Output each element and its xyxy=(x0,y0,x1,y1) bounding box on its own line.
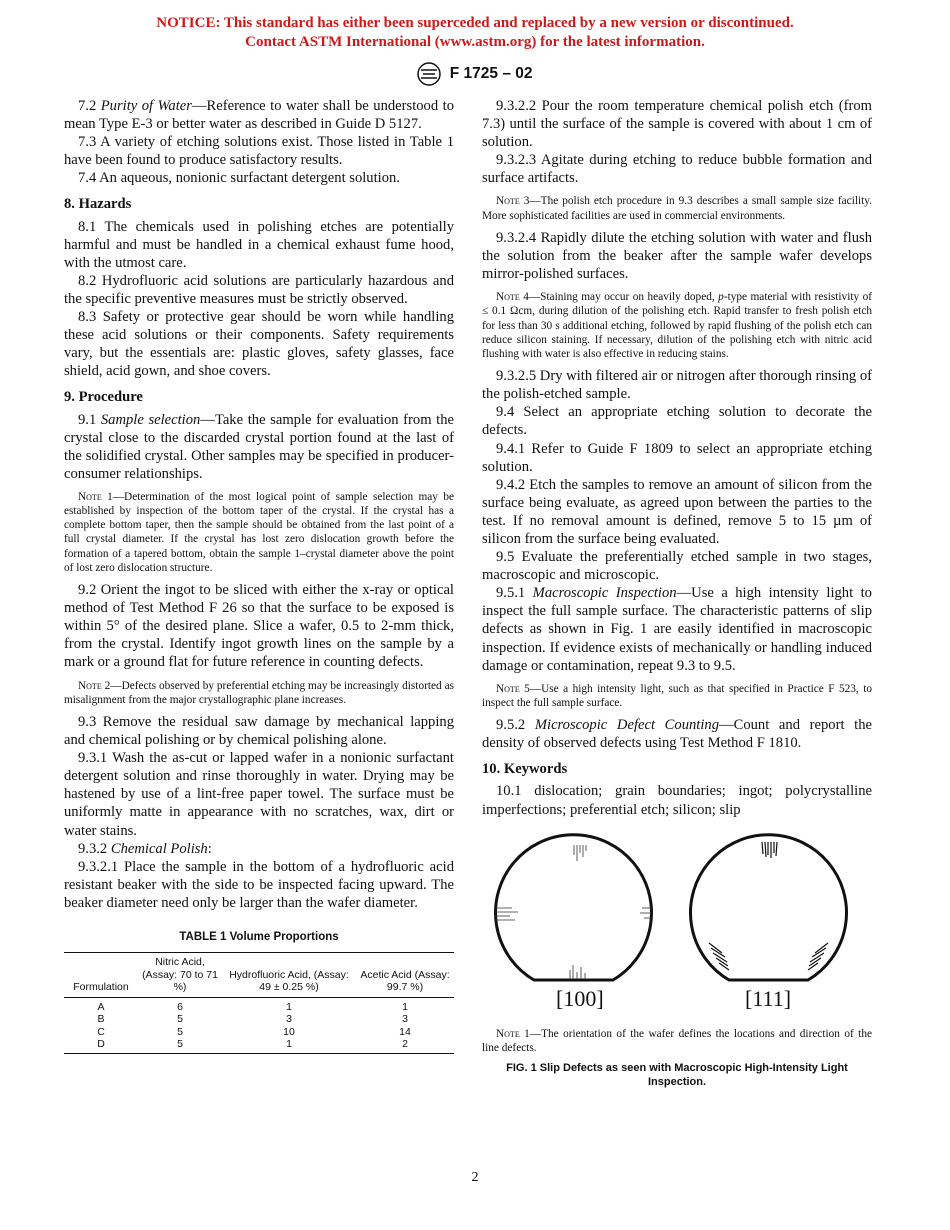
para-9-5-2: 9.5.2 Microscopic Defect Counting—Count and report the density of observed defects using Test Method F 1810. xyxy=(482,717,872,752)
discontinued-notice xyxy=(0,14,950,52)
table-header-row xyxy=(64,953,454,998)
section-heading-procedure: 9. Procedure xyxy=(64,389,143,406)
table-cell: 10 xyxy=(283,1025,295,1038)
wafer-100 xyxy=(495,834,652,979)
note-2: Note 2—Defects observed by preferential etching may be increasingly distorted as misalignment from the major crystallographic plane increases. xyxy=(64,679,454,706)
table-row xyxy=(64,1038,454,1053)
table-cell: 1 xyxy=(286,1038,292,1051)
table-cell: 1 xyxy=(286,1000,292,1013)
para-9-3: 9.3 Remove the residual saw damage by mechanical lapping and chemical polishing or by chemical polishing alone. xyxy=(64,713,454,749)
table-header-cell: Formulation xyxy=(73,981,129,994)
para-9-3-2-2: 9.3.2.2 Pour the room temperature chemical polish etch (from 7.3) until the surface of the sample is covered with about 1 cm of solution. xyxy=(482,98,872,151)
table-row xyxy=(64,997,454,1013)
page-header xyxy=(0,62,950,86)
note-1: Note 1—Determination of the most logical point of sample selection may be established by inspection of the bottom taper of the crystal. If the crystal has a complete bottom taper, then the sample should be obtained from the last point of a full crystal diameter. If the crystal has lost zero dislocation growth before the formation of a tapered bottom, obtain the sample 1–crystal diameter above the point of lost zero dislocation structure. xyxy=(64,490,454,574)
table-cell: C xyxy=(97,1025,105,1038)
para-9-3-2-5: 9.3.2.5 Dry with filtered air or nitrogen after thorough rinsing of the polish-etched sample. xyxy=(482,368,872,403)
para-8-3: 8.3 Safety or protective gear should be worn while handling these acid solutions or their components. Safety requirements vary, but the essentials are: plastic gloves, safety glasses, face shield, acid gown, and shoe covers. xyxy=(64,309,454,380)
table-row xyxy=(64,1013,454,1026)
figure-slip-defects xyxy=(482,833,872,1021)
notice-line-2: Contact ASTM International (www.astm.org) for the latest information. xyxy=(245,34,705,50)
note-5: Note 5—Use a high intensity light, such as that specified in Practice F 523, to inspect the full sample surface. xyxy=(482,682,872,709)
table-cell: B xyxy=(97,1013,105,1026)
label-111: [111] xyxy=(745,985,792,1011)
table-cell: A xyxy=(97,1000,105,1013)
right-column xyxy=(482,97,872,1089)
section-heading-keywords: 10. Keywords xyxy=(482,761,568,778)
table-cell: 2 xyxy=(402,1038,408,1051)
para-9-4-2: 9.4.2 Etch the samples to remove an amount of silicon from the surface being evaluate, as agreed upon between the parties to the test. If no removal amount is defined, remove 5 to 15 µm of silicon from the surface being evaluated. xyxy=(482,476,872,548)
para-9-1: 9.1 Sample selection—Take the sample for evaluation from the crystal close to the discarded crystal portion found at the last of the solidified crystal. Other samples may be specified in producer-consumer relationships. xyxy=(64,411,455,482)
para-9-3-1: 9.3.1 Wash the as-cut or lapped wafer in a nonionic surfactant detergent solution and rinse thoroughly in water. Drying may be hastened by use of a lint-free paper towel. The surface must be uniformly matte in appearance with no scratches, wax, dirt or water stains. xyxy=(64,750,454,839)
left-column xyxy=(64,97,454,1054)
designation: F 1725 – 02 xyxy=(449,65,533,83)
table-cell: D xyxy=(97,1038,105,1051)
label-100: [100] xyxy=(556,985,604,1011)
table-header-cell: Hydrofluoric Acid, (Assay: 49 ± 0.25 %) xyxy=(229,968,349,994)
para-9-4-1: 9.4.1 Refer to Guide F 1809 to select an appropriate etching solution. xyxy=(482,440,872,475)
para-9-3-2-1: 9.3.2.1 Place the sample in the bottom of a hydrofluoric acid resistant beaker with the side to be inspected facing upward. The beaker diameter need only be larger than the wafer diameter. xyxy=(64,858,454,911)
para-9-5-1: 9.5.1 Macroscopic Inspection—Use a high intensity light to inspect the full sample surface. The characteristic patterns of slip defects as shown in Fig. 1 are easily identified in macroscopic inspection. If evidence exists of mechanically or handling induced damage or contamination, repeat 9.3 to 9.5. xyxy=(482,585,872,674)
figure-note: Note 1—The orientation of the wafer defines the locations and direction of the line defects. xyxy=(482,1027,872,1054)
para-9-2: 9.2 Orient the ingot to be sliced with either the x-ray or optical method of Test Method F 26 so that the surface to be exposed is within 5° of the desired plane. Slice a wafer, 0.5 to 2-mm thick, from the crystal. Identify ingot growth lines on the sample by a mark or a ground flat for future reference in counting defects. xyxy=(64,582,454,671)
table-cell: 5 xyxy=(177,1013,183,1026)
para-7-4: 7.4 An aqueous, nonionic surfactant detergent solution. xyxy=(78,170,400,187)
volume-proportions-table xyxy=(64,952,454,1054)
wafer-diagram xyxy=(482,833,872,993)
table-cell: 3 xyxy=(402,1013,408,1026)
section-heading-hazards: 8. Hazards xyxy=(64,196,132,213)
para-9-3-2: 9.3.2 Chemical Polish: xyxy=(78,840,212,857)
table-row xyxy=(64,1026,454,1039)
para-9-4: 9.4 Select an appropriate etching solution to decorate the defects. xyxy=(482,404,872,439)
wafer-111 xyxy=(691,834,847,979)
para-8-1: 8.1 The chemicals used in polishing etches are potentially harmful and must be handled in a chemical exhaust fume hood, with the utmost care. xyxy=(64,218,454,271)
para-8-2: 8.2 Hydrofluoric acid solutions are particularly hazardous and the specific preventive measures must be strictly observed. xyxy=(64,272,454,307)
table-header-cell: Acetic Acid (Assay: 99.7 %) xyxy=(360,968,450,994)
notice-line-1: NOTICE: This standard has either been superceded and replaced by a new version or discontinued. xyxy=(156,15,794,31)
note-3: Note 3—The polish etch procedure in 9.3 describes a small sample size facility. More sophisticated facilities are used in commercial environments. xyxy=(482,195,872,222)
table-cell: 5 xyxy=(177,1025,183,1038)
table-cell: 1 xyxy=(402,1000,408,1013)
table-caption: TABLE 1 Volume Proportions xyxy=(179,931,339,943)
note-4: Note 4—Staining may occur on heavily doped, p-type material with resistivity of ≤ 0.1 Ωcm, during dilution of the polishing etch. Rapid transfer to fresh polish etch for less than 30 s additional etching, followed by rapid flushing of the polish etch can reduce silicon staining. If necessary, dilution of the polishing etch with nitric acid flushing with water is also effective in reducing stains. xyxy=(482,291,872,360)
table-cell: 14 xyxy=(399,1025,411,1038)
page-number: 2 xyxy=(471,1170,479,1185)
para-9-3-2-3: 9.3.2.3 Agitate during etching to reduce bubble formation and surface artifacts. xyxy=(482,152,872,187)
table-cell: 5 xyxy=(177,1038,183,1051)
para-10-1: 10.1 dislocation; grain boundaries; ingot; polycrystalline imperfections; preferential etch; silicon; slip xyxy=(482,783,872,818)
table-cell: 3 xyxy=(286,1013,292,1026)
figure-caption: FIG. 1 Slip Defects as seen with Macroscopic High-Intensity Light Inspection. xyxy=(506,1062,848,1089)
para-9-5: 9.5 Evaluate the preferentially etched sample in two stages, macroscopic and microscopic. xyxy=(482,549,872,584)
table-cell: 6 xyxy=(177,1000,183,1013)
para-7-2: 7.2 Purity of Water—Reference to water shall be understood to mean Type E-3 or better water as described in Guide D 5127. xyxy=(64,98,454,133)
astm-logo-icon xyxy=(417,62,441,86)
para-9-3-2-4: 9.3.2.4 Rapidly dilute the etching solution with water and flush the solution from the beaker after the sample wafer develops mirror-polished surfaces. xyxy=(482,229,872,283)
para-7-3: 7.3 A variety of etching solutions exist. Those listed in Table 1 have been found to produce satisfactory results. xyxy=(64,134,454,169)
table-header-cell: Nitric Acid, (Assay: 70 to 71 %) xyxy=(142,956,218,994)
